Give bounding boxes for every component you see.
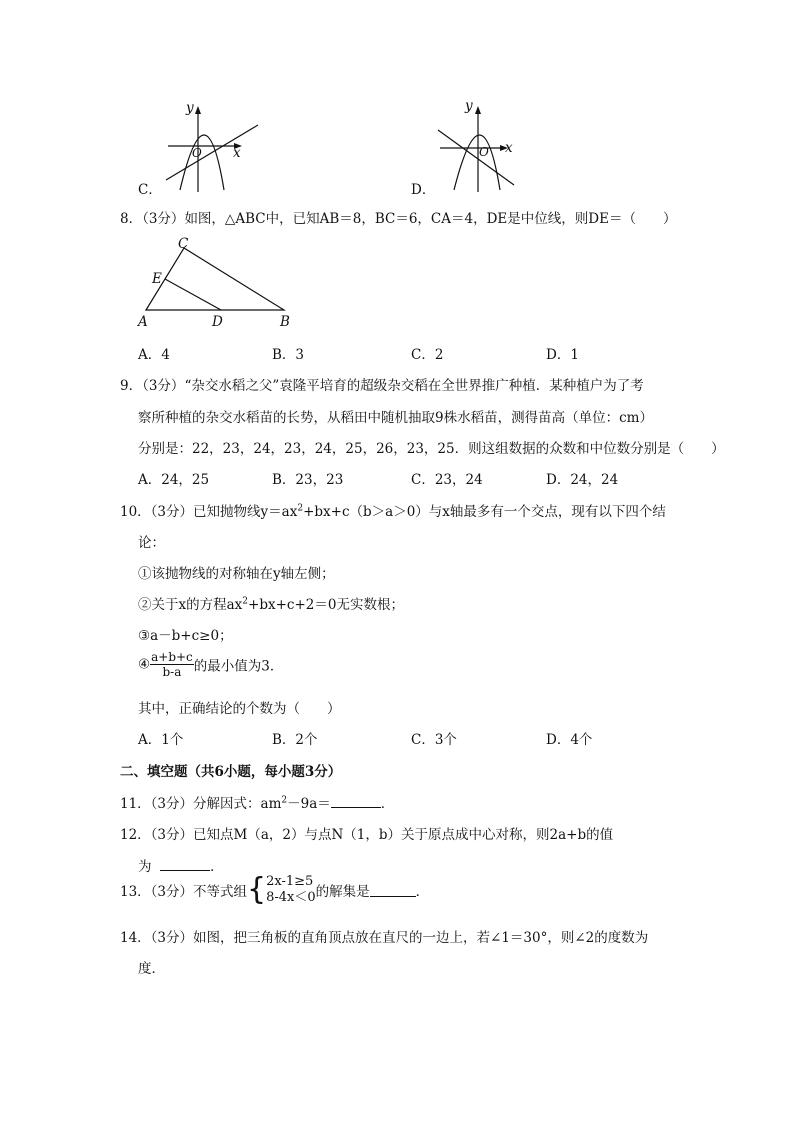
q12-line-1	[120, 823, 613, 843]
q14-text-1: 如图，把三角板的直角顶点放在直尺的一边上，若∠1＝30°，则∠2的度数为	[193, 930, 649, 946]
q9-line-1	[120, 374, 644, 394]
q8-label-e: E	[152, 271, 162, 287]
q12-text-1: 已知点M（a，2）与点N（1，b）关于原点成中心对称，则2a+b的值	[193, 827, 614, 843]
q7-d-y-label: y	[465, 98, 473, 114]
q12-number: 12．（3分）	[120, 827, 194, 843]
q8-label-b: B	[280, 314, 290, 330]
q10-number: 10．（3分）	[120, 504, 194, 520]
q7-d-x-label: x	[505, 140, 513, 156]
q8-number: 8．（3分）	[120, 211, 185, 227]
q13-question	[120, 874, 429, 906]
q10-option-d: D．4个	[546, 732, 593, 748]
q11-answer-blank[interactable]	[331, 795, 381, 808]
q9-option-a: A．24，25	[138, 472, 210, 488]
q9-text-3: 分别是：22，23，24，23，24，25，26，23，25．则这组数据的众数和中位数分别是（ ）	[138, 441, 725, 457]
q10-option-b: B．2个	[272, 732, 318, 748]
q12-text-2: 为	[138, 859, 152, 875]
q10-option-a: A．1个	[138, 732, 184, 748]
q8-label-a: A	[138, 314, 148, 330]
q8-label-d: D	[212, 314, 223, 330]
q9-option-b: B．23，23	[272, 472, 344, 488]
q9-text-1: “杂交水稻之父”袁隆平培育的超级杂交稻在全世界推广种植．某种植户为了考	[184, 378, 644, 394]
q10-text-1b: +bx+c（b＞a＞0）与x轴最多有一个交点，现有以下四个结	[303, 504, 666, 520]
q8-option-d: D．1	[546, 347, 579, 363]
q14-text-2: 度．	[138, 961, 165, 977]
q13-ineq-1: 2x-1≥5	[266, 874, 314, 889]
q14-line-1	[120, 926, 648, 946]
q8-option-a: A．4	[138, 347, 170, 363]
q10-c2-a: ②关于x的方程ax	[138, 597, 243, 613]
q13-text-b: 的解集是	[315, 884, 370, 900]
q9-option-d: D．24，24	[546, 472, 619, 488]
q10-c4-denominator: b-a	[162, 665, 182, 679]
q10-sup: 2	[297, 503, 304, 514]
q9-text-2: 察所种植的杂交水稻苗的长势，从稻田中随机抽取9株水稻苗，测得苗高（单位：cm）	[138, 410, 653, 426]
q10-c2-sup: 2	[242, 596, 249, 607]
q7-d-origin-label: O	[479, 145, 489, 159]
q11-sup: 2	[281, 795, 288, 806]
q12-line-2	[138, 855, 224, 875]
q13-ineq-2: 8-4x＜0	[266, 890, 316, 905]
q10-conclusion-1: ①该抛物线的对称轴在y轴左侧；	[138, 566, 335, 582]
q10-c4-numerator: a+b+c	[151, 650, 193, 664]
q10-c2-b: +bx+c+2＝0无实数根；	[248, 597, 404, 613]
q7-c-x-label: x	[233, 145, 241, 161]
q14-number: 14．（3分）	[120, 930, 194, 946]
q11-end: ．	[380, 796, 395, 812]
q10-conclusion-2	[138, 593, 404, 613]
q11-number: 11．（3分）	[120, 796, 194, 812]
q11-text-b: －9a＝	[287, 796, 331, 812]
q7-option-c: C．	[138, 182, 162, 198]
q7-option-d: D．	[411, 182, 436, 198]
q10-c4-fraction	[150, 650, 194, 679]
q10-conclusion-3: ③a－b+c≥0；	[138, 628, 233, 644]
q8-option-b: B．3	[272, 347, 305, 363]
q10-text-1a: 已知抛物线y＝ax	[193, 504, 298, 520]
q10-line-1	[120, 500, 666, 520]
q10-prompt: 其中，正确结论的个数为（ ）	[138, 701, 341, 717]
q8-option-c: C．2	[411, 347, 444, 363]
q11-question	[120, 792, 394, 812]
q8-text: 如图，△ABC中，已知AB＝8，BC＝6，CA＝4，DE是中位线，则DE＝（ ）	[184, 211, 677, 227]
q9-number: 9．（3分）	[120, 378, 185, 394]
q8-label-c: C	[178, 236, 189, 252]
q12-end: ．	[210, 859, 224, 875]
q13-end: ．	[415, 884, 430, 900]
q13-system	[266, 874, 316, 906]
q13-brace: {	[247, 872, 267, 907]
q10-c4-circle: ④	[138, 656, 151, 673]
q8-question	[120, 207, 676, 227]
q10-conclusion-4	[138, 650, 283, 679]
q11-text-a: 分解因式：am	[193, 796, 282, 812]
q7-c-y-label: y	[186, 100, 194, 116]
q13-number: 13．（3分）	[120, 884, 194, 900]
q10-option-c: C．3个	[411, 732, 457, 748]
section-2-title: 二、填空题（共6小题，每小题3分）	[120, 764, 342, 780]
q7-c-origin-label: O	[192, 146, 202, 160]
q10-text-2: 论：	[138, 535, 165, 551]
q13-text-a: 不等式组	[193, 884, 248, 900]
q13-answer-blank[interactable]	[370, 884, 416, 897]
q9-option-c: C．23，24	[411, 472, 483, 488]
q7-graph-c	[158, 100, 268, 199]
q12-answer-blank[interactable]	[160, 858, 210, 871]
q10-c4-text: 的最小值为3．	[193, 658, 284, 675]
